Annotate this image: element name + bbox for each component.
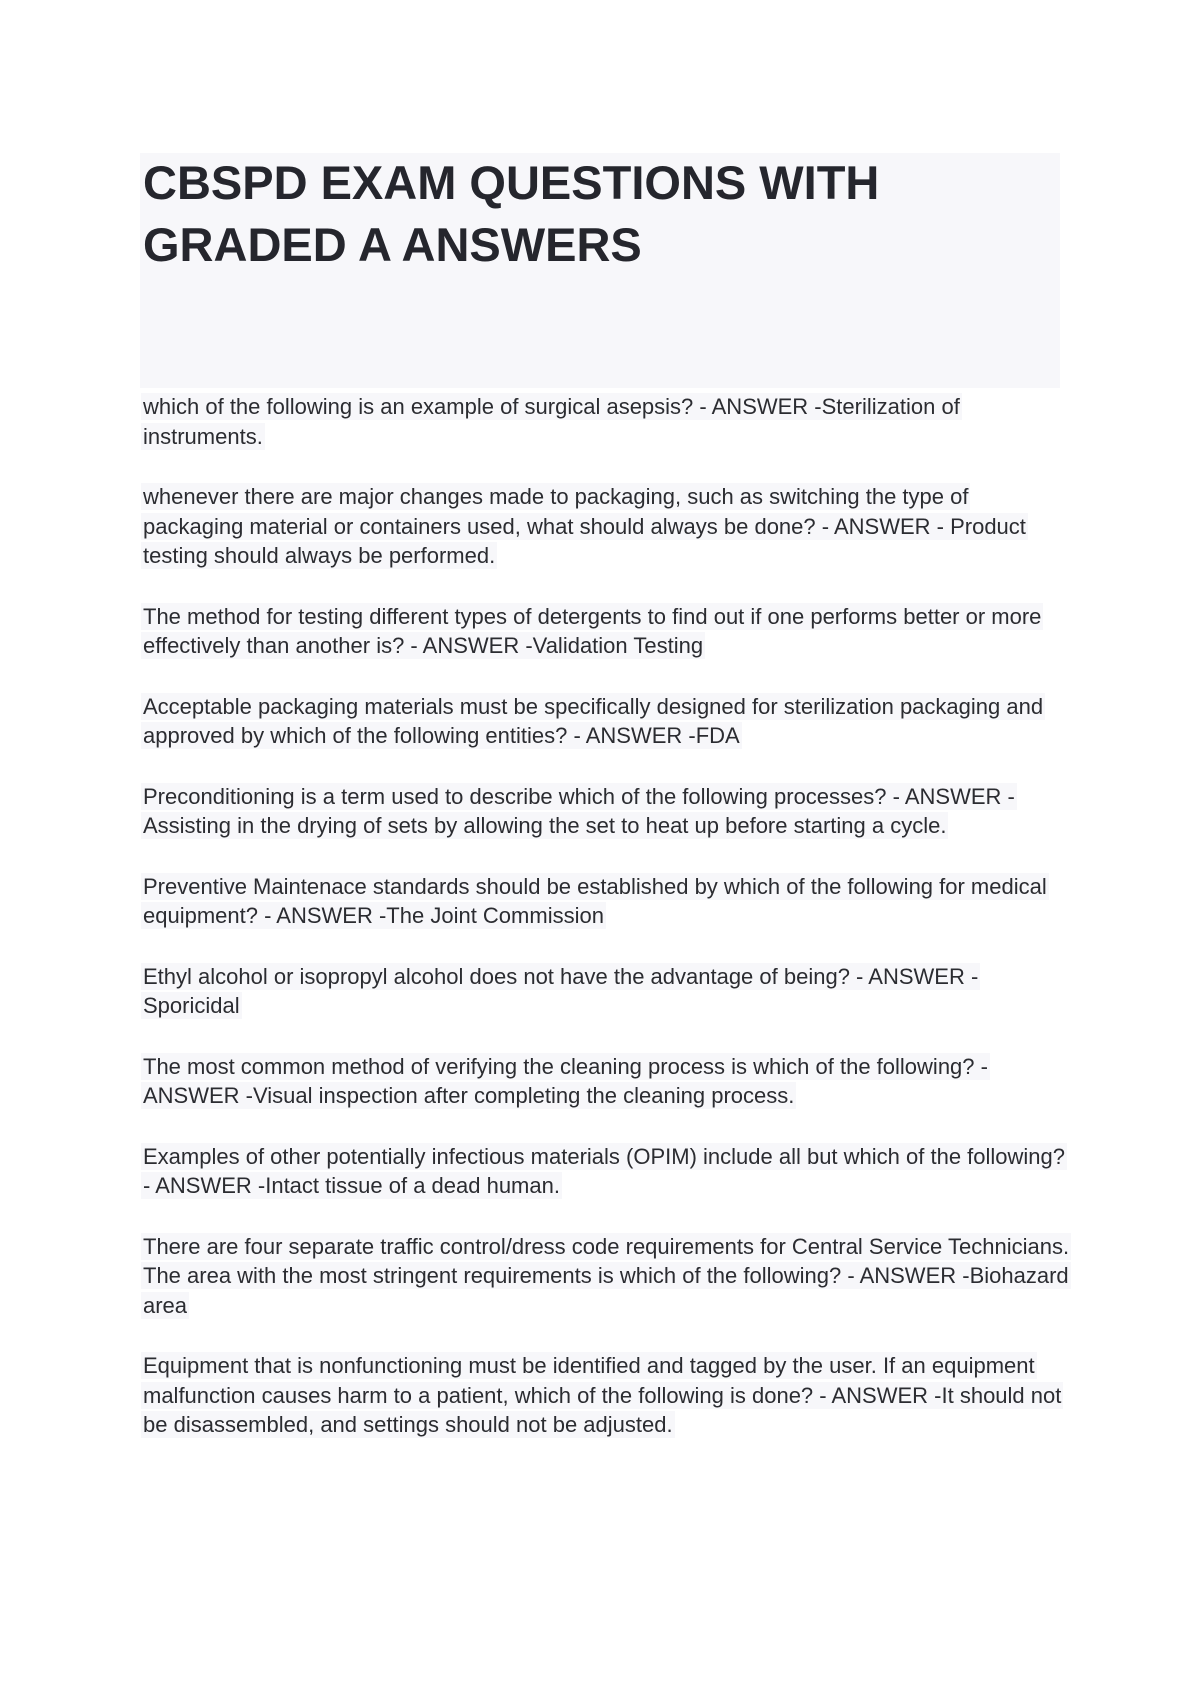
qa-text: which of the following is an example of surgical asepsis? - ANSWER -Sterilization of instruments. bbox=[143, 394, 960, 449]
qa-item bbox=[141, 482, 1071, 571]
qa-text: Equipment that is nonfunctioning must be identified and tagged by the user. If an equipment malfunction causes harm to a patient, which of the following is done? - ANSWER -It should not be disassembled, and settings should not be adjusted. bbox=[143, 1353, 1062, 1437]
qa-item bbox=[141, 1232, 1071, 1321]
qa-text: whenever there are major changes made to packaging, such as switching the type of packaging material or containers used, what should always be done? - ANSWER - Product testing should always be performed. bbox=[143, 484, 1026, 568]
qa-item bbox=[141, 1142, 1071, 1201]
qa-item bbox=[141, 1052, 1071, 1111]
qa-item bbox=[141, 782, 1071, 841]
qa-text: Ethyl alcohol or isopropyl alcohol does not have the advantage of being? - ANSWER - Sporicidal bbox=[143, 963, 979, 1018]
qa-text: The method for testing different types of detergents to find out if one performs better or more effectively than another is? - ANSWER -Validation Testing bbox=[143, 603, 1042, 658]
qa-text: The most common method of verifying the cleaning process is which of the following? - ANSWER -Visual inspection after completing the cleaning process. bbox=[143, 1053, 988, 1108]
document-title: CBSPD EXAM QUESTIONS WITH GRADED A ANSWERS bbox=[143, 156, 880, 271]
qa-item bbox=[141, 1351, 1071, 1440]
qa-item bbox=[141, 962, 1071, 1021]
qa-text: Preconditioning is a term used to describe which of the following processes? - ANSWER -Assisting in the drying of sets by allowing the set to heat up before starting a cycle. bbox=[143, 783, 1015, 838]
qa-text: Examples of other potentially infectious materials (OPIM) include all but which of the following? - ANSWER -Intact tissue of a dead human. bbox=[143, 1143, 1066, 1198]
qa-text: Preventive Maintenace standards should be established by which of the following for medical equipment? - ANSWER -The Joint Commission bbox=[143, 873, 1047, 928]
qa-item bbox=[141, 392, 1071, 451]
qa-text: Acceptable packaging materials must be specifically designed for sterilization packaging and approved by which of the following entities? - ANSWER -FDA bbox=[143, 693, 1044, 748]
qa-list bbox=[141, 392, 1071, 1440]
qa-item bbox=[141, 692, 1071, 751]
qa-item bbox=[141, 872, 1071, 931]
qa-item bbox=[141, 602, 1071, 661]
qa-text: There are four separate traffic control/dress code requirements for Central Service Technicians. The area with the most stringent requirements is which of the following? - ANSWER -Biohazard area bbox=[143, 1233, 1070, 1318]
